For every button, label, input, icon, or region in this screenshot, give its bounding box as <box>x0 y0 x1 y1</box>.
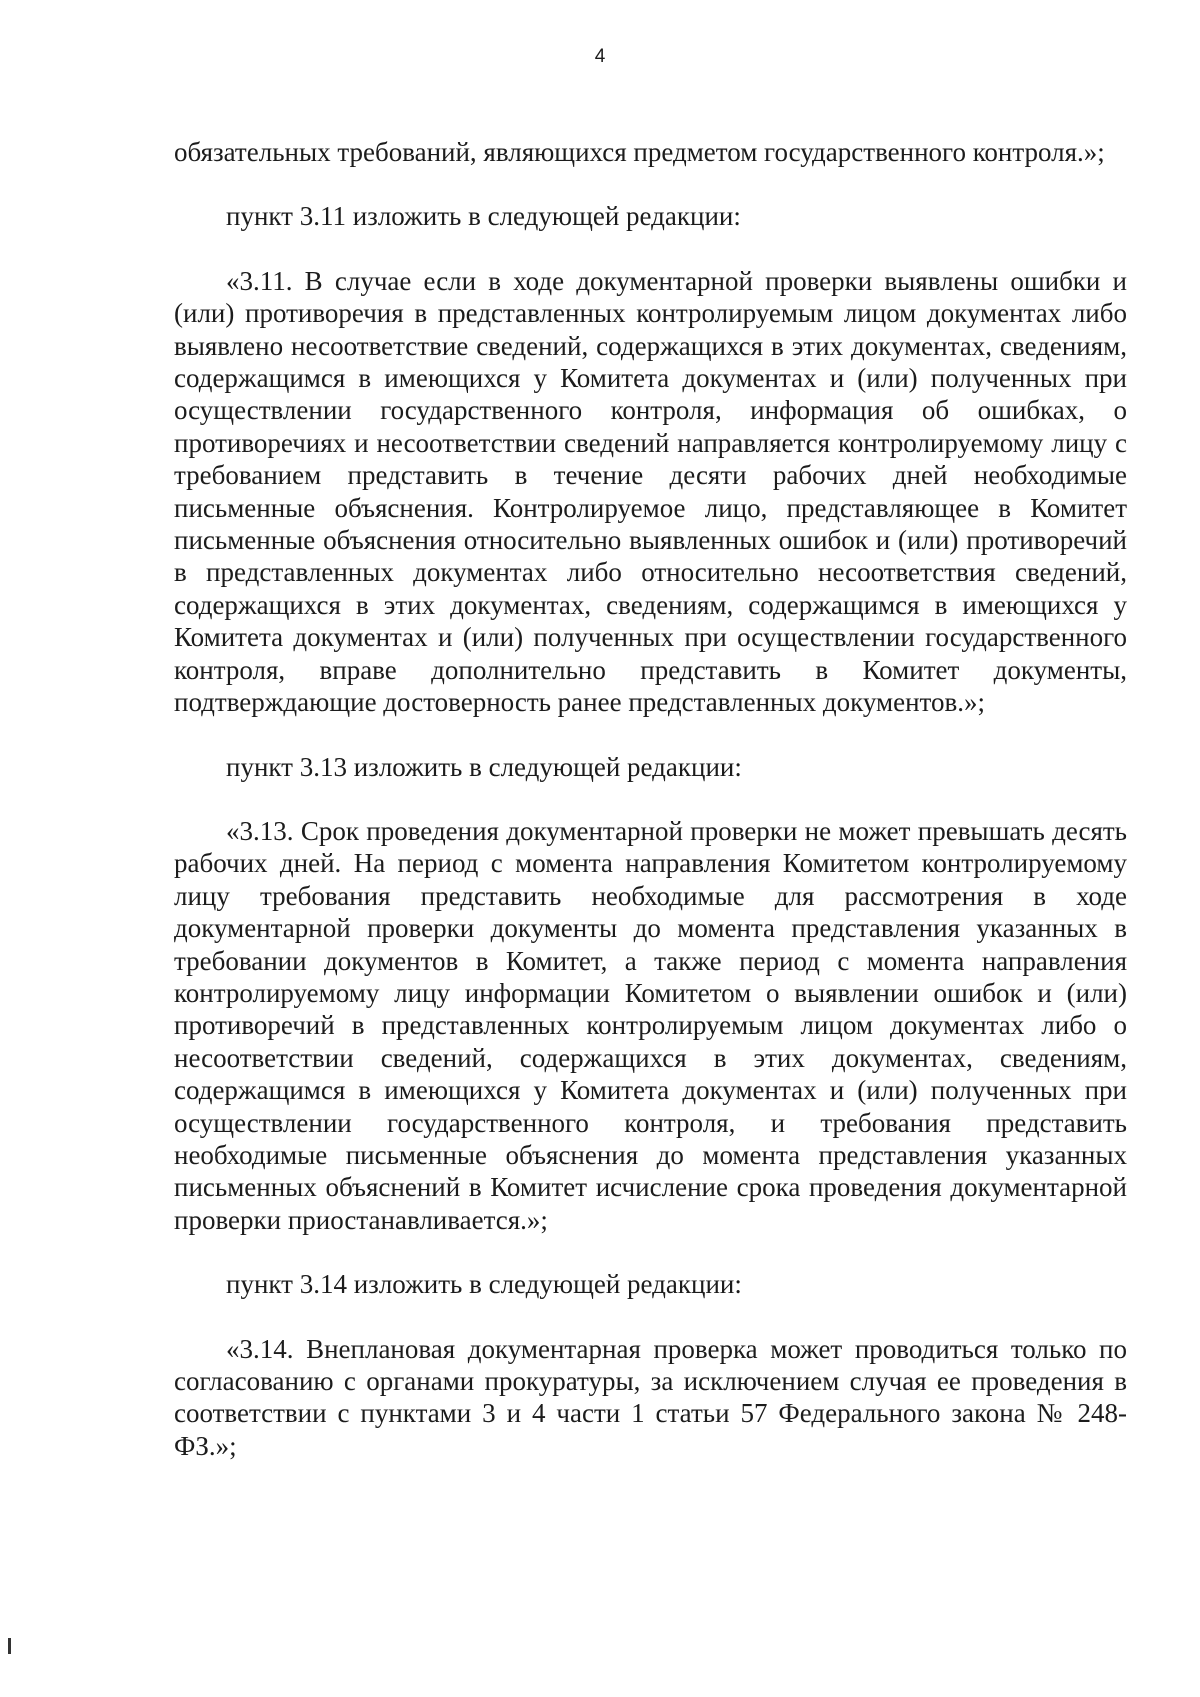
document-body <box>174 136 1127 1462</box>
paragraph-amendment-3-14-intro: пункт 3.14 изложить в следующей редакции: <box>226 1269 742 1300</box>
paragraph-amendment-3-11-intro: пункт 3.11 изложить в следующей редакции: <box>226 201 741 232</box>
scan-edge-mark <box>8 1638 11 1654</box>
paragraph-clause-3-14: «3.14. Внеплановая документарная проверка может проводиться только по согласованию с органами прокуратуры, за исключением случая ее проведения в соответствии с пунктами 3 и 4 части 1 статьи 57 Федерального закона № 248-ФЗ.»; <box>174 1333 1127 1461</box>
paragraph-clause-3-13: «3.13. Срок проведения документарной проверки не может превышать десять рабочих дней. На период с момента направления Комитетом контролируемому лицу требования представить необходимые для рассмотрения в ходе документарной проверки документы до момента представления указанных в требовании документов в Комитет, а также период с момента направления контролируемому лицу информации Комитетом о выявлении ошибок и (или) противоречий в представленных контролируемым лицом документах либо о несоответствии сведений, содержащихся в этих документах, сведениям, содержащимся в имеющихся у Комитета документах и (или) полученных при осуществлении государственного контроля, и требования представить необходимые письменные объяснения до момента представления указанных письменных объяснений в Комитет исчисление срока проведения документарной проверки приостанавливается.»; <box>174 815 1127 1235</box>
paragraph-clause-3-11: «3.11. В случае если в ходе документарной проверки выявлены ошибки и (или) противоречия в представленных контролируемым лицом документах либо выявлено несоответствие сведений, содержащихся в этих документах, сведениям, содержащимся в имеющихся у Комитета документах и (или) полученных при осуществлении государственного контроля, информация об ошибках, о противоречиях и несоответствии сведений направляется контролируемому лицу с требованием представить в течение десяти рабочих дней необходимые письменные объяснения. Контролируемое лицо, представляющее в Комитет письменные объяснения относительно выявленных ошибок и (или) противоречий в представленных документах либо относительно несоответствия сведений, содержащихся в этих документах, сведениям, содержащимся в имеющихся у Комитета документах и (или) полученных при осуществлении государственного контроля, вправе дополнительно представить в Комитет документы, подтверждающие достоверность ранее представленных документов.»; <box>174 265 1127 718</box>
page-number: 4 <box>594 46 606 67</box>
paragraph-continuation: обязательных требований, являющихся предметом государственного контроля.»; <box>174 137 1105 167</box>
paragraph-amendment-3-13-intro: пункт 3.13 изложить в следующей редакции: <box>226 751 742 782</box>
